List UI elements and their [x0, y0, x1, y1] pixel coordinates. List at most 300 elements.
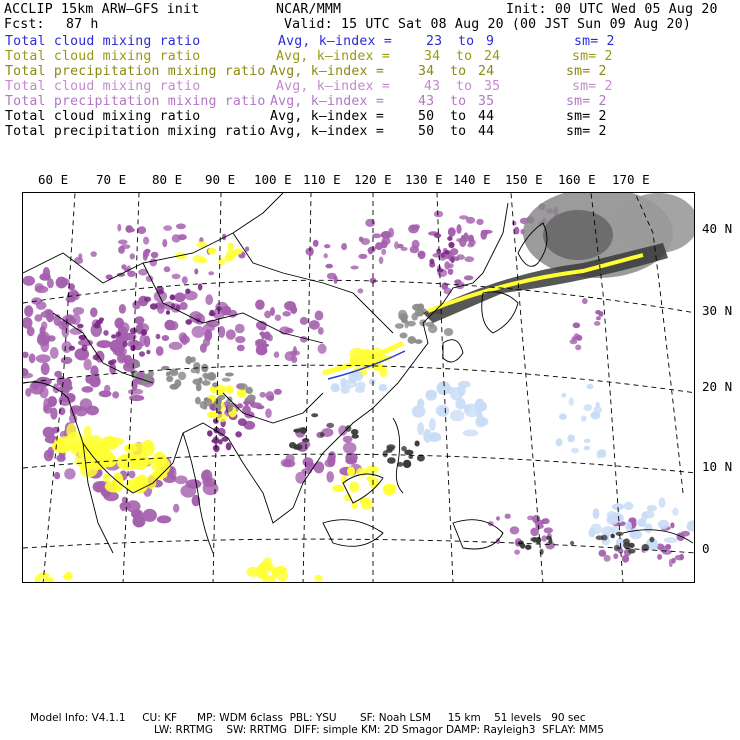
cloud-blob — [185, 319, 192, 325]
cloud-blob — [207, 430, 213, 436]
cloud-blob — [203, 324, 215, 332]
cloud-blob — [89, 376, 100, 387]
cloud-blob — [597, 450, 602, 459]
cloud-blob — [341, 243, 347, 250]
cloud-blob — [119, 304, 126, 314]
cloud-blob — [358, 288, 364, 293]
cloud-blob — [464, 275, 474, 280]
lon-label: 120 E — [354, 172, 392, 187]
cloud-blob — [644, 523, 652, 533]
cloud-blob — [29, 353, 36, 363]
cloud-blob — [195, 397, 201, 405]
cloud-blob — [383, 450, 388, 457]
cloud-blob — [556, 441, 560, 446]
cloud-blob — [359, 237, 363, 242]
coastline — [443, 340, 463, 362]
cloud-blob — [150, 303, 158, 309]
lat-label: 10 N — [702, 459, 733, 474]
model-title: ACCLIP 15km ARW–GFS init — [4, 2, 200, 17]
cloud-blob — [426, 390, 437, 398]
cloud-blob — [415, 308, 424, 316]
cloud-blob — [213, 446, 219, 453]
cloud-blob — [162, 335, 170, 341]
cloud-blob — [116, 331, 122, 336]
cloud-blob — [141, 329, 147, 336]
cloud-blob — [355, 382, 366, 390]
cloud-blob — [417, 422, 424, 435]
cloud-blob — [598, 312, 603, 317]
legend-sm: sm= 2 — [572, 79, 613, 94]
cloud-blob — [574, 333, 580, 340]
cloud-blob — [25, 388, 31, 397]
cloud-blob — [50, 347, 59, 359]
cloud-blob — [61, 278, 70, 285]
cloud-blob — [584, 404, 593, 411]
legend-avg: Avg, k–index = — [276, 79, 390, 94]
legend-k2: 44 — [478, 109, 495, 124]
cloud-blob — [54, 472, 60, 479]
cloud-blob — [61, 357, 73, 364]
fcst-label: Fcst: — [4, 17, 45, 32]
cloud-fields — [23, 193, 695, 583]
cloud-blob — [315, 311, 324, 321]
lon-label: 70 E — [96, 172, 127, 187]
cloud-blob — [163, 225, 172, 231]
cloud-blob — [73, 307, 84, 315]
cloud-blob — [571, 448, 579, 454]
cloud-blob — [99, 390, 112, 397]
legend-sm: sm= 2 — [566, 109, 607, 124]
legend-k1: 50 — [418, 124, 435, 139]
cloud-blob — [169, 321, 178, 330]
cloud-blob — [366, 466, 379, 474]
cloud-blob — [202, 469, 212, 483]
cloud-blob — [326, 471, 334, 482]
cloud-blob — [151, 252, 159, 258]
cloud-blob — [582, 298, 588, 304]
cloud-blob — [623, 538, 630, 544]
legend-k2: 9 — [486, 34, 495, 49]
cloud-blob — [194, 269, 198, 275]
cloud-blob — [226, 442, 232, 450]
cloud-blob — [257, 570, 269, 579]
cloud-blob — [328, 451, 336, 461]
init-time: Init: 00 UTC Wed 05 Aug 20 — [506, 2, 718, 17]
cloud-blob — [677, 532, 685, 541]
cloud-blob — [444, 261, 450, 269]
lon-label: 110 E — [303, 172, 341, 187]
cloud-blob — [35, 286, 49, 293]
cloud-blob — [410, 246, 419, 253]
cloud-blob — [118, 322, 130, 333]
cloud-blob — [305, 462, 315, 471]
cloud-blob — [581, 415, 587, 421]
cloud-blob — [429, 418, 436, 431]
cloud-blob — [172, 274, 181, 280]
cloud-blob — [118, 240, 128, 245]
cloud-blob — [120, 502, 127, 511]
cloud-blob — [381, 249, 386, 255]
cloud-blob — [594, 321, 601, 326]
cloud-blob — [181, 334, 188, 345]
cloud-blob — [202, 380, 211, 385]
cloud-blob — [313, 240, 319, 247]
cloud-blob — [169, 370, 178, 376]
cloud-blob — [624, 502, 634, 510]
map-panel — [22, 192, 695, 583]
cloud-blob — [121, 244, 131, 249]
cloud-blob — [182, 276, 188, 284]
cloud-blob — [190, 357, 196, 363]
cloud-blob — [302, 438, 310, 442]
cloud-blob — [235, 336, 245, 343]
cloud-blob — [343, 442, 357, 454]
cloud-blob — [354, 371, 363, 381]
legend-name: Total cloud mixing ratio — [5, 109, 201, 124]
cloud-blob — [178, 372, 186, 381]
cloud-blob — [227, 404, 233, 412]
cloud-blob — [258, 343, 269, 347]
cloud-blob — [611, 534, 615, 539]
legend-k1: 43 — [424, 79, 441, 94]
cloud-blob — [461, 235, 466, 239]
cloud-blob — [117, 224, 121, 232]
cloud-blob — [542, 518, 550, 524]
cloud-blob — [575, 345, 581, 351]
cloud-blob — [237, 345, 245, 352]
cloud-blob — [379, 384, 388, 391]
cloud-blob — [369, 379, 376, 385]
cloud-blob — [444, 328, 453, 336]
cloud-blob — [318, 344, 327, 354]
legend-k2: 24 — [478, 64, 495, 79]
cloud-blob — [157, 515, 171, 523]
cloud-blob — [285, 328, 294, 333]
cloud-blob — [217, 413, 228, 422]
cloud-blob — [153, 452, 167, 468]
coastline — [393, 418, 403, 493]
cloud-blob — [408, 336, 417, 344]
cloud-blob — [622, 555, 629, 563]
legend-k1: 50 — [418, 109, 435, 124]
cloud-blob — [124, 444, 137, 453]
cloud-blob — [309, 320, 320, 330]
cloud-blob — [325, 264, 333, 269]
cloud-blob — [215, 403, 222, 412]
cloud-blob — [525, 545, 531, 550]
cloud-blob — [267, 396, 274, 402]
cloud-blob — [532, 537, 537, 543]
cloud-blob — [628, 549, 636, 554]
cloud-blob — [64, 468, 75, 479]
cloud-blob — [79, 335, 87, 340]
footer-model-info: Model Info: V4.1.1 CU: KF MP: WDM 6class PBL: YSU SF: Noah LSM 15 km 51 levels 90 sec — [30, 712, 586, 724]
cloud-blob — [456, 224, 461, 234]
cloud-blob — [37, 334, 50, 346]
cloud-blob — [510, 526, 520, 534]
legend-to: to — [456, 49, 473, 64]
cloud-blob — [261, 333, 265, 339]
cloud-blob — [83, 359, 91, 371]
cloud-blob — [208, 271, 214, 275]
lat-label: 40 N — [702, 221, 733, 236]
cloud-blob — [274, 389, 282, 395]
coastline — [323, 520, 383, 547]
cloud-blob — [130, 345, 135, 351]
legend-name: Total precipitation mixing ratio — [5, 64, 266, 79]
cloud-blob — [99, 317, 104, 321]
legend-sm: sm= 2 — [572, 49, 613, 64]
lon-label: 170 E — [612, 172, 650, 187]
legend-name: Total precipitation mixing ratio — [5, 94, 266, 109]
cloud-blob — [137, 226, 146, 234]
cloud-blob — [482, 231, 488, 235]
cloud-blob — [198, 283, 203, 290]
cloud-blob — [687, 520, 696, 531]
cloud-blob — [274, 351, 279, 358]
lon-label: 90 E — [205, 172, 236, 187]
cloud-band — [618, 193, 695, 253]
cloud-blob — [41, 321, 47, 330]
cloud-blob — [185, 289, 190, 294]
cloud-blob — [226, 329, 236, 339]
cloud-blob — [162, 239, 167, 247]
cloud-blob — [341, 475, 347, 484]
cloud-blob — [170, 294, 176, 300]
legend-name: Total cloud mixing ratio — [5, 79, 201, 94]
cloud-blob — [203, 482, 219, 496]
cloud-blob — [318, 327, 324, 335]
cloud-blob — [345, 379, 357, 389]
cloud-blob — [164, 266, 171, 272]
cloud-blob — [152, 471, 167, 479]
lon-label: 140 E — [453, 172, 491, 187]
legend-avg: Avg, k–index = — [270, 64, 384, 79]
cloud-blob — [314, 575, 322, 582]
cloud-blob — [104, 491, 119, 501]
cloud-blob — [343, 436, 353, 443]
legend-sm: sm= 2 — [574, 34, 615, 49]
cloud-blob — [97, 340, 112, 348]
cloud-blob — [130, 253, 135, 259]
cloud-blob — [156, 334, 161, 339]
cloud-blob — [235, 324, 245, 334]
legend-avg: Avg, k–index = — [270, 124, 384, 139]
cloud-blob — [463, 430, 478, 437]
cloud-blob — [143, 250, 150, 258]
cloud-blob — [400, 333, 408, 339]
cloud-blob — [295, 444, 303, 450]
cloud-blob — [139, 351, 145, 357]
cloud-blob — [143, 237, 149, 245]
legend-k1: 43 — [418, 94, 435, 109]
cloud-blob — [326, 423, 334, 428]
cloud-blob — [238, 418, 247, 426]
cloud-blob — [103, 330, 108, 336]
cloud-blob — [407, 321, 416, 327]
cloud-blob — [613, 553, 618, 559]
cloud-blob — [192, 326, 205, 338]
cloud-blob — [418, 251, 426, 260]
cloud-blob — [117, 352, 126, 363]
cloud-blob — [36, 354, 51, 363]
cloud-blob — [23, 276, 35, 286]
cloud-blob — [129, 471, 136, 479]
cloud-blob — [203, 398, 212, 406]
cloud-blob — [332, 485, 344, 492]
cloud-blob — [267, 334, 273, 341]
cloud-blob — [590, 524, 601, 535]
legend-to: to — [458, 34, 475, 49]
cloud-blob — [546, 536, 552, 540]
cloud-blob — [641, 512, 647, 522]
cloud-blob — [175, 475, 188, 484]
cloud-blob — [514, 550, 520, 555]
cloud-blob — [82, 386, 94, 393]
legend-name: Total cloud mixing ratio — [5, 49, 201, 64]
legend-k1: 23 — [426, 34, 443, 49]
cloud-blob — [117, 273, 125, 277]
cloud-blob — [286, 454, 295, 463]
cloud-blob — [450, 248, 458, 255]
lon-label: 160 E — [558, 172, 596, 187]
cloud-blob — [209, 312, 216, 316]
cloud-blob — [441, 252, 445, 258]
legend-k1: 34 — [418, 64, 435, 79]
cloud-blob — [43, 267, 50, 279]
cloud-blob — [505, 514, 511, 519]
cloud-blob — [196, 241, 207, 248]
cloud-blob — [411, 225, 416, 230]
cloud-blob — [351, 429, 359, 435]
cloud-blob — [475, 398, 485, 412]
cloud-blob — [91, 251, 97, 257]
cloud-blob — [596, 316, 601, 320]
cloud-blob — [437, 268, 444, 272]
cloud-blob — [208, 248, 216, 255]
cloud-blob — [174, 379, 181, 387]
cloud-blob — [476, 219, 483, 225]
cloud-blob — [54, 371, 62, 378]
lon-label: 80 E — [152, 172, 183, 187]
cloud-blob — [455, 257, 459, 262]
cloud-blob — [434, 211, 443, 218]
coastline — [453, 520, 503, 549]
cloud-blob — [327, 273, 337, 280]
cloud-blob — [156, 346, 164, 356]
cloud-blob — [387, 457, 396, 464]
cloud-blob — [320, 432, 325, 437]
cloud-blob — [450, 387, 463, 400]
legend-name: Total precipitation mixing ratio — [5, 124, 266, 139]
cloud-blob — [205, 294, 213, 305]
cloud-blob — [265, 408, 272, 418]
cloud-blob — [291, 356, 297, 363]
cloud-blob — [658, 520, 669, 530]
cloud-blob — [225, 373, 234, 377]
cloud-blob — [255, 300, 265, 310]
cloud-blob — [311, 413, 318, 417]
cloud-blob — [350, 266, 358, 270]
legend-avg: Avg, k–index = — [276, 49, 390, 64]
cloud-blob — [123, 341, 128, 347]
cloud-blob — [331, 383, 340, 392]
cloud-blob — [468, 239, 475, 246]
cloud-blob — [395, 323, 404, 329]
cloud-blob — [438, 407, 449, 416]
cloud-blob — [173, 504, 179, 513]
cloud-blob — [58, 436, 75, 447]
cloud-blob — [448, 242, 454, 248]
cloud-blob — [559, 413, 567, 420]
org-label: NCAR/MMM — [276, 2, 342, 17]
legend-to: to — [456, 79, 473, 94]
cloud-blob — [412, 405, 426, 417]
cloud-blob — [234, 248, 242, 254]
valid-time: Valid: 15 UTC Sat 08 Aug 20 (00 JST Sun 09 Aug 20) — [284, 17, 691, 32]
typhoon-core — [543, 210, 613, 260]
cloud-blob — [657, 554, 662, 560]
cloud-blob — [40, 311, 50, 318]
map-canvas — [23, 193, 695, 583]
lon-label: 130 E — [405, 172, 443, 187]
cloud-blob — [664, 537, 677, 543]
cloud-blob — [587, 384, 594, 389]
cloud-blob — [293, 346, 297, 356]
cloud-blob — [88, 435, 102, 445]
cloud-blob — [44, 450, 54, 462]
cloud-blob — [450, 410, 465, 422]
cloud-blob — [146, 350, 150, 355]
cloud-blob — [601, 535, 608, 541]
cloud-blob — [561, 393, 566, 398]
cloud-blob — [224, 255, 233, 262]
lon-label: 150 E — [505, 172, 543, 187]
lat-label: 0 — [702, 541, 710, 556]
cloud-blob — [375, 242, 383, 250]
cloud-blob — [596, 402, 600, 409]
cloud-blob — [140, 334, 147, 346]
cloud-blob — [69, 346, 75, 351]
cloud-blob — [591, 411, 601, 419]
legend-to: to — [450, 94, 467, 109]
cloud-blob — [324, 244, 330, 248]
cloud-blob — [570, 541, 574, 545]
cloud-blob — [568, 435, 573, 442]
cloud-blob — [680, 554, 684, 561]
cloud-blob — [245, 246, 249, 251]
cloud-blob — [228, 243, 234, 250]
cloud-blob — [270, 307, 275, 316]
cloud-blob — [314, 461, 325, 473]
cloud-blob — [369, 477, 378, 489]
legend-avg: Avg, k–index = — [278, 34, 392, 49]
cloud-blob — [527, 516, 534, 521]
cloud-blob — [99, 448, 108, 459]
cloud-blob — [282, 311, 291, 317]
cloud-blob — [386, 484, 396, 490]
cloud-blob — [388, 228, 394, 238]
cloud-blob — [41, 363, 50, 376]
cloud-blob — [222, 378, 231, 382]
legend-to: to — [450, 124, 467, 139]
legend-sm: sm= 2 — [566, 64, 607, 79]
cloud-blob — [397, 244, 403, 248]
cloud-blob — [218, 257, 225, 266]
cloud-blob — [203, 338, 210, 347]
cloud-blob — [209, 375, 215, 380]
cloud-blob — [238, 383, 248, 390]
